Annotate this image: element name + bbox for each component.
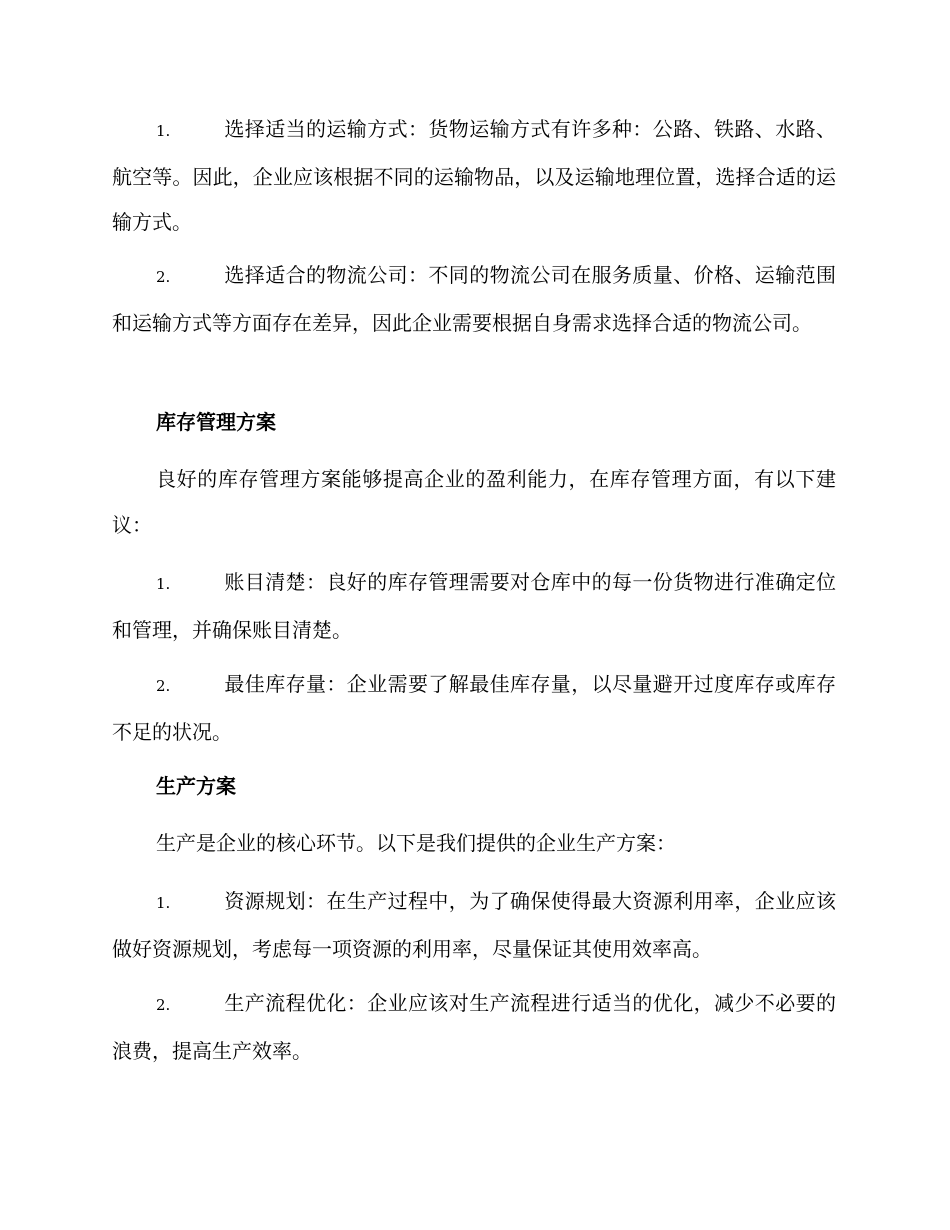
- list-text: 选择适合的物流公司：不同的物流公司在服务质量、价格、运输范围和运输方式等方面存在差异，因此企业需要根据自身需求选择合适的物流公司。: [112, 263, 836, 335]
- list-text: 生产流程优化：企业应该对生产流程进行适当的优化，减少不必要的浪费，提高生产效率。: [112, 991, 836, 1063]
- list-text: 最佳库存量：企业需要了解最佳库存量，以尽量避开过度库存或库存不足的状况。: [112, 672, 836, 744]
- section-heading-inventory: 库存管理方案: [156, 410, 276, 434]
- list-item: [112, 879, 836, 972]
- list-item: [112, 560, 836, 653]
- list-text: 资源规划：在生产过程中，为了确保使得最大资源利用率，企业应该做好资源规划，考虑每一项资源的利用率，尽量保证其使用效率高。: [112, 889, 836, 961]
- list-item: [112, 253, 836, 346]
- list-number: 2.: [156, 677, 171, 695]
- list-number: 2.: [156, 996, 171, 1014]
- section-intro-production: 生产是企业的核心环节。以下是我们提供的企业生产方案：: [156, 831, 676, 855]
- list-item: [112, 662, 836, 755]
- list-number: 2.: [156, 268, 171, 286]
- list-text: 选择适当的运输方式：货物运输方式有许多种：公路、铁路、水路、航空等。因此，企业应该根据不同的运输物品，以及运输地理位置，选择合适的运输方式。: [112, 117, 836, 234]
- section-heading-production: 生产方案: [156, 774, 236, 798]
- list-text: 账目清楚：良好的库存管理需要对仓库中的每一份货物进行准确定位和管理，并确保账目清楚。: [112, 570, 836, 642]
- list-number: 1.: [156, 894, 171, 912]
- list-item: [112, 981, 836, 1074]
- list-number: 1.: [156, 122, 171, 140]
- list-number: 1.: [156, 575, 171, 593]
- section-intro-inventory: 良好的库存管理方案能够提高企业的盈利能力，在库存管理方面，有以下建议：: [112, 467, 836, 537]
- list-item: [112, 107, 836, 246]
